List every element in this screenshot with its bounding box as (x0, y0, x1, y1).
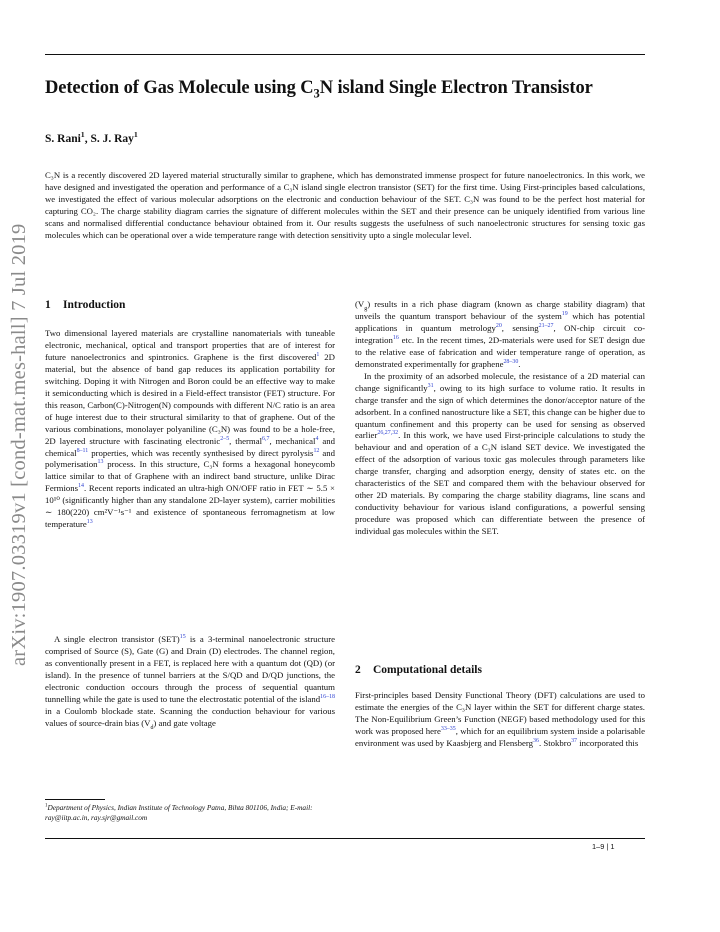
citation-link[interactable]: 8–11 (76, 447, 89, 454)
author-name: S. J. Ray (90, 133, 134, 145)
citation-link[interactable]: 33–35 (440, 725, 456, 732)
body-column-left (45, 328, 335, 531)
citation-link[interactable]: 19 (561, 311, 568, 318)
affiliation-footnote: $^1$Department of Physics, Indian Institute of Technology Patna, Bihta 801106, India; E-mail: ray@iitp.ac.in, ray.sjr@gmail.com (45, 803, 313, 822)
citation-link[interactable]: 13 (97, 459, 104, 466)
citation-link[interactable]: 20 (495, 323, 502, 329)
body-column-right-continued (355, 690, 645, 750)
citation-link[interactable]: 4 (315, 435, 319, 442)
paper-title: Detection of Gas Molecule using $C_3N$ island Single Electron Transistor (45, 78, 593, 101)
footnote-rule (45, 799, 105, 800)
author-list: S. Rani$^1$, S. J. Ray$^1$ (45, 130, 138, 145)
citation-link[interactable]: 6,7 (262, 435, 270, 442)
citation-link[interactable]: 28–30 (503, 358, 519, 365)
section-heading-computational-details: 2 Computational details (355, 664, 482, 676)
arxiv-stamp[interactable]: arXiv:1907.03319v1 [cond-mat.mes-hall] 7 Jul 2019 (8, 223, 30, 666)
citation-link[interactable]: 31 (427, 382, 434, 389)
citation-link[interactable]: 12 (313, 447, 320, 454)
paragraph: Two dimensional layered materials are crystalline nanomaterials with tuneable electronic, mechanical, optical and transport properties that are of interest for future nanoelectronics and spintronics. Graphene is the first discovered$^1$ 2D material, but the absence of band gap reduces its application portability for switching. Doping it with Nitrogen and Boron could be an effective way to make it semiconducting which is desired in a Field-effect transistor (FET) structure. For this reason, Carbon(C)-Nitrogen(N) compounds with different N/C ratio is an area of huge interest due to their structural similarity to that of graphene. Out of the various combinations, monolayer polyaniline (C₃N) was found to be a hole-free, 2D layered structure with fascinating electronic$^{2-5}$, thermal$^{6,7}$, mechanical$^4$ and chemical$^{8-11}$ properties, which was recently synthesised by direct pyrolysis$^{12}$ and polymerisation$^{13}$ process. In this structure, C₃N forms a hexagonal honeycomb lattice similar to that of Graphene with an indirect band structure, unlike Dirac Fermions$^{14}$. Recent reports indicated an ultra-high ON/OFF ratio in FET ∼ 5.5 × 10¹⁰ (significantly higher than any standalone 2D-layer system), carrier mobilities ∼ 180(220) cm²V⁻¹s⁻¹ and existence of spontaneous ferromagnetism at low temperature$^{13}$ (45, 328, 335, 530)
citation-link[interactable]: 21–27 (538, 323, 554, 329)
citation-link[interactable]: 16 (392, 334, 399, 341)
citation-link[interactable]: 1 (316, 352, 320, 358)
top-rule (45, 54, 645, 55)
citation-link[interactable]: 2–5 (220, 435, 230, 442)
paragraph: A single electron transistor (SET)$^{15}$ is a 3-terminal nanoelectronic structure comprised of Source (S), Gate (G) and Drain (D) electrodes. The channel region, as conventionally present in a FET, is replaced here with a quantum dot (QD) (or island). In the presence of tunnel barriers at the S/QD and D/QD junctions, the electronic conduction occours through the process of sequential quantum tunnelling while the gate is used to tune the electrostatic potential of the island$^{16-18}$ in a Coulomb blockade state. Scanning the conduction behaviour for various values of source-drain bias $(V_d)$ and gate voltage (45, 634, 335, 731)
citation-link[interactable]: 15 (179, 634, 186, 641)
bottom-rule (45, 838, 645, 839)
paragraph: In the proximity of an adsorbed molecule, the resistance of a 2D material can change significantly$^{31}$, owing to its high surface to volume ratio. It results in charge transfer and the sign of which determines the donor/acceptor nature of the adsorbent. In a confined nanostructure like a SET, this change can be higher due to quantum confinement and this property can be used for sensing as observed earlier$^{26,27,32}$. In this work, we have used First-principle calculations to study the behaviour and and operation of a C₃N island SET device. We investigated the effect of the adsorption of various toxic gas molecules through parameters like charge transfer, charging and adsorption energy, density of states etc. on the characteristics of the SET and compared them with the behaviour observed for other 2D materials. By comparing the charge stability diagrams, line scans and conductivity behaviour for various island configurations, a powerful sensing procedure was proposed which can differentiate between the presence of individual gas molecules within the SET. (355, 370, 645, 537)
page-number: 1–9 | 1 (592, 842, 615, 851)
body-column-left-continued (45, 634, 335, 730)
citation-link[interactable]: 14 (78, 483, 84, 490)
citation-link[interactable]: 13 (86, 519, 93, 526)
citation-link[interactable]: 37 (571, 737, 578, 744)
abstract: C₃N is a recently discovered 2D layered material structurally similar to graphene, which has demonstrated immense prospect for future nanoelectronics. In this work, we have designed and investigated the operation and performance of a C₃N island single electron transistor (SET) for the first time. Using First-principles based calculations, we investigated the effect of various molecular adsorptions on the electronic and conduction behaviour of the SET. C₃N was found to be the perfect host material for capturing CO₂. The charge stability diagram carries the signature of different molecules within the SET and their presence can be uniquely identified from various line scans and normalised differential conductance behaviour obtained from it. Our results suggests the usefulness of such nanoelectronic structures for sensing toxic gas molecules which can be operational over a wide temperature range with detection sensitivity upto a single molecular level. (45, 170, 645, 241)
paragraph: First-principles based Density Functional Theory (DFT) calculations are used to estimate the energies of the C₃N layer within the SET for different charge states. The Non-Equilibrium Green’s Function (NEGF) based methodology used for this work was proposed here$^{33-35}$, which for an equilibrium system inside a polarisable environment was used by Kaasbjerg and Flensberg$^{36}$. Stokbro$^{37}$ incorporated this (355, 690, 645, 748)
body-column-right (355, 299, 645, 538)
citation-link[interactable]: 16–18 (320, 693, 335, 700)
citation-link[interactable]: 36 (533, 737, 539, 744)
author-name: S. Rani (45, 133, 81, 145)
citation-link[interactable]: 26,27,32 (377, 430, 399, 437)
paragraph: $(V_g)$ results in a rich phase diagram (known as charge stability diagram) that unveils the quantum transport behaviour of the system$^{19}$ which has potential applications in quantum metrology$^{20}$, sensing$^{21-27}$, ON-chip circuit co-integration$^{16}$ etc. In the recent times, 2D-materials were used for SET design due to the relative ease of fabrication and wider temperature range of operation, as demonstrated experimentally for graphene$^{28-30}$. (355, 299, 645, 369)
section-heading-introduction: 1 Introduction (45, 299, 126, 311)
